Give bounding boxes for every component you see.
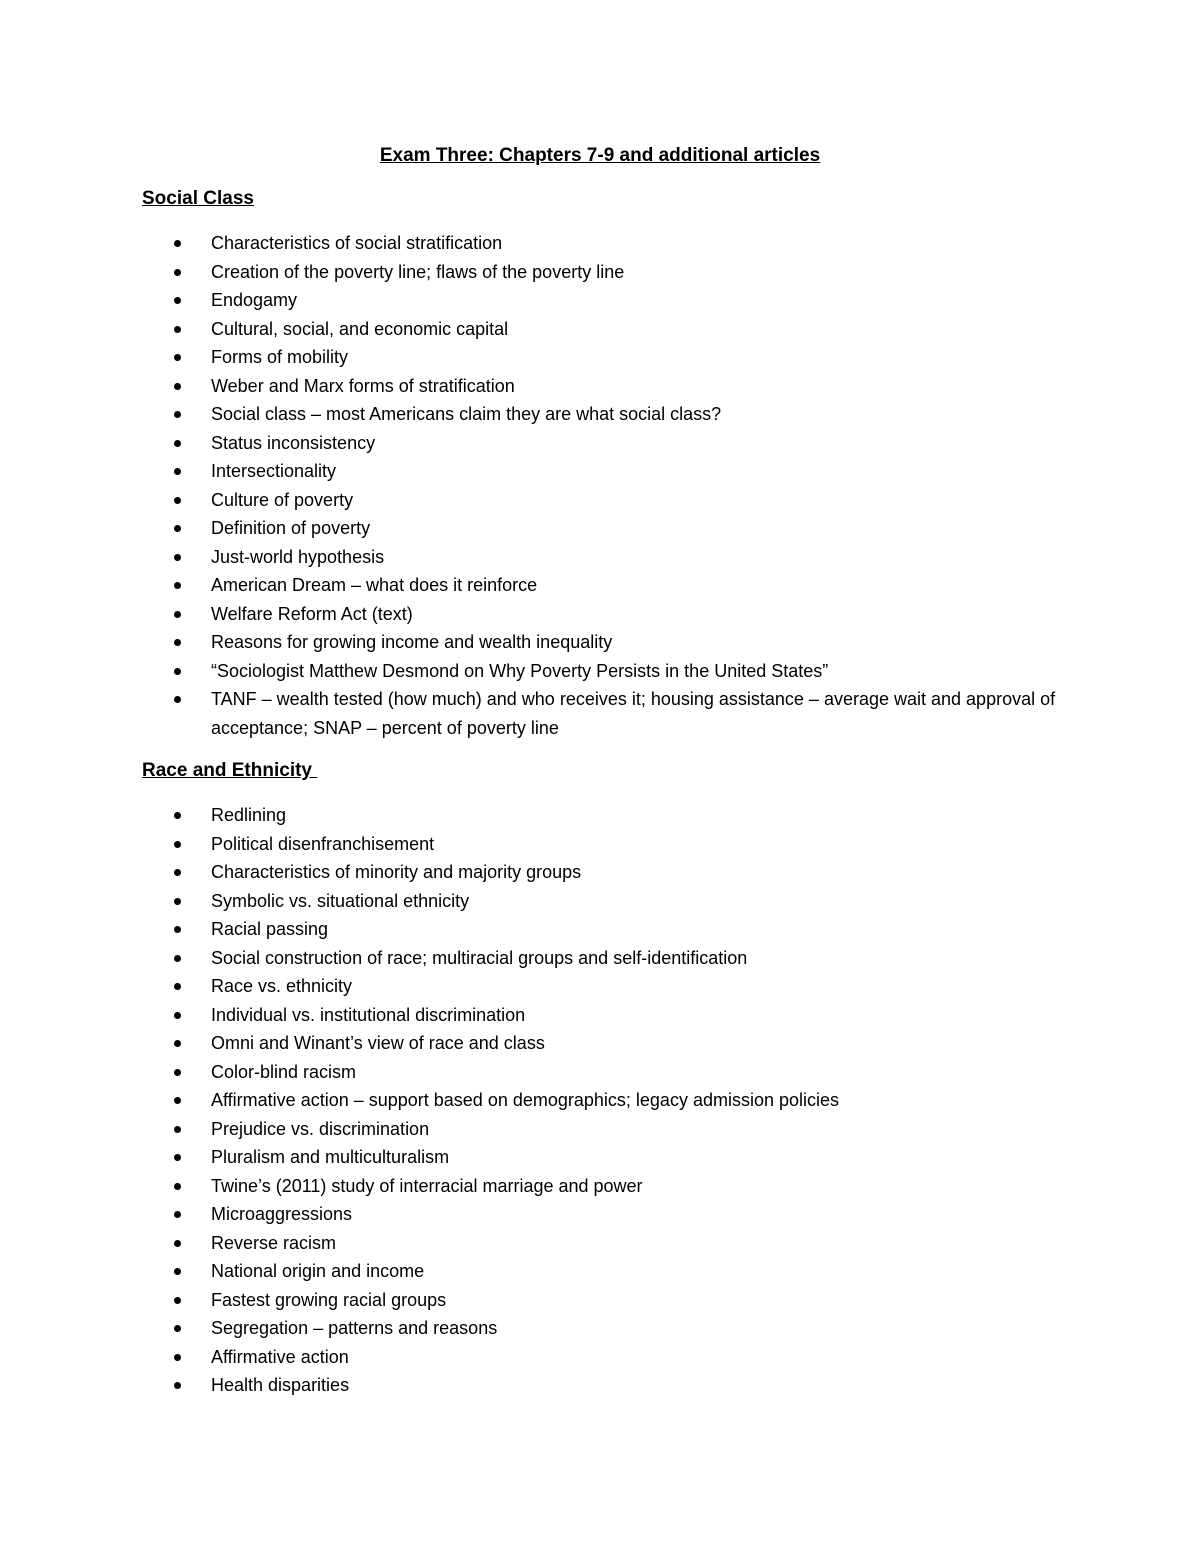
bullet-icon [174,611,181,618]
topic-text: Social construction of race; multiracial groups and self-identification [211,947,748,968]
topic-text: Redlining [211,805,287,825]
bullet-icon [174,468,181,475]
topic-list-item [142,315,1062,344]
bullet-icon [174,668,181,675]
bullet-icon [174,812,181,819]
topic-text: Creation of the poverty line; flaws of the poverty line [211,261,625,282]
topic-text: Just-world hypothesis [211,546,385,567]
bullet-icon [174,383,181,390]
topic-text: Omni and Winant’s view of race and class [211,1033,545,1053]
topic-text: Culture of poverty [211,489,354,510]
bullet-icon [174,841,181,848]
bullet-icon [174,1154,181,1161]
topic-list-item [142,1371,1062,1400]
topic-list-item [142,657,1062,686]
topic-list-item [142,858,1062,887]
topic-text: Individual vs. institutional discrimination [211,1004,526,1025]
topic-list-item [142,229,1062,258]
bullet-icon [174,1382,181,1389]
topic-text: Forms of mobility [211,347,349,367]
race-ethnicity-topic-list [142,801,1062,1400]
bullet-icon [174,554,181,561]
section-heading-social-class: Social Class [142,188,254,209]
bullet-icon [174,1097,181,1104]
topic-list-item [142,457,1062,486]
bullet-icon [174,1354,181,1361]
topic-list-item [142,1172,1062,1201]
bullet-icon [174,898,181,905]
bullet-icon [174,696,181,703]
topic-text: Affirmative action – support based on demographics; legacy admission policies [211,1090,840,1110]
topic-text: American Dream – what does it reinforce [211,575,538,595]
topic-text: Cultural, social, and economic capital [211,318,509,339]
topic-list-item [142,685,1062,742]
topic-list-item [142,258,1062,287]
bullet-icon [174,354,181,361]
bullet-icon [174,639,181,646]
topic-list-item [142,571,1062,600]
topic-text: Pluralism and multiculturalism [211,1147,450,1167]
topic-text: Microaggressions [211,1204,353,1224]
topic-list-item [142,1086,1062,1115]
section-heading-race-ethnicity: Race and Ethnicity [142,760,318,781]
topic-text: Symbolic vs. situational ethnicity [211,890,470,911]
topic-text: Social class – most Americans claim they are what social class? [211,404,722,424]
topic-list-item [142,400,1062,429]
topic-text: Intersectionality [211,461,337,481]
topic-text: Reverse racism [211,1232,337,1253]
topic-list-item [142,1257,1062,1286]
social-class-topic-list [142,229,1062,742]
bullet-icon [174,869,181,876]
bullet-icon [174,1040,181,1047]
topic-list-item [142,486,1062,515]
topic-text: Political disenfranchisement [211,833,435,854]
bullet-icon [174,926,181,933]
topic-list-item [142,343,1062,372]
topic-list-item [142,1143,1062,1172]
bullet-icon [174,1325,181,1332]
topic-text: Color-blind racism [211,1061,357,1082]
section-social-class [142,186,1062,742]
bullet-icon [174,411,181,418]
topic-list-item [142,801,1062,830]
bullet-icon [174,1183,181,1190]
topic-text: Prejudice vs. discrimination [211,1118,430,1139]
topic-text: Status inconsistency [211,432,376,453]
topic-list-item [142,628,1062,657]
topic-list-item [142,429,1062,458]
topic-list-item [142,1029,1062,1058]
topic-text: Characteristics of minority and majority groups [211,862,582,882]
topic-text: Definition of poverty [211,518,371,538]
topic-list-item [142,372,1062,401]
bullet-icon [174,269,181,276]
bullet-icon [174,326,181,333]
topic-list-item [142,887,1062,916]
topic-list-item [142,543,1062,572]
bullet-icon [174,497,181,504]
topic-text: Twine’s (2011) study of interracial marriage and power [211,1175,643,1196]
topic-text: Segregation – patterns and reasons [211,1318,498,1338]
topic-list-item [142,1001,1062,1030]
bullet-icon [174,1211,181,1218]
bullet-icon [174,1126,181,1133]
topic-text: Characteristics of social stratification [211,233,503,253]
bullet-icon [174,240,181,247]
topic-text: TANF – wealth tested (how much) and who receives it; housing assistance – average wait and approval of acceptance; SNAP – percent of poverty line [211,689,1056,738]
topic-text: Race vs. ethnicity [211,976,353,996]
topic-list-item [142,1115,1062,1144]
bullet-icon [174,983,181,990]
bullet-icon [174,440,181,447]
topic-list-item [142,830,1062,859]
bullet-icon [174,582,181,589]
topic-list-item [142,1343,1062,1372]
topic-text: “Sociologist Matthew Desmond on Why Poverty Persists in the United States” [211,660,829,681]
section-race-ethnicity [142,758,1062,1400]
topic-list-item [142,600,1062,629]
topic-text: Racial passing [211,919,329,939]
topic-list-item [142,1229,1062,1258]
bullet-icon [174,1240,181,1247]
bullet-icon [174,1069,181,1076]
bullet-icon [174,525,181,532]
topic-list-item [142,1286,1062,1315]
topic-text: Fastest growing racial groups [211,1289,447,1310]
document-title: Exam Three: Chapters 7-9 and additional articles [379,145,821,166]
bullet-icon [174,1297,181,1304]
topic-list-item [142,1058,1062,1087]
topic-text: Affirmative action [211,1346,349,1367]
topic-list-item [142,1314,1062,1343]
topic-list-item [142,1200,1062,1229]
topic-list-item [142,944,1062,973]
topic-text: Welfare Reform Act (text) [211,603,413,624]
topic-list-item [142,286,1062,315]
topic-list-item [142,915,1062,944]
bullet-icon [174,1012,181,1019]
topic-text: National origin and income [211,1261,425,1281]
topic-list-item [142,972,1062,1001]
topic-text: Health disparities [211,1375,350,1395]
topic-text: Weber and Marx forms of stratification [211,375,515,396]
topic-text: Endogamy [211,290,298,310]
bullet-icon [174,1268,181,1275]
topic-text: Reasons for growing income and wealth inequality [211,632,613,652]
bullet-icon [174,297,181,304]
bullet-icon [174,955,181,962]
topic-list-item [142,514,1062,543]
